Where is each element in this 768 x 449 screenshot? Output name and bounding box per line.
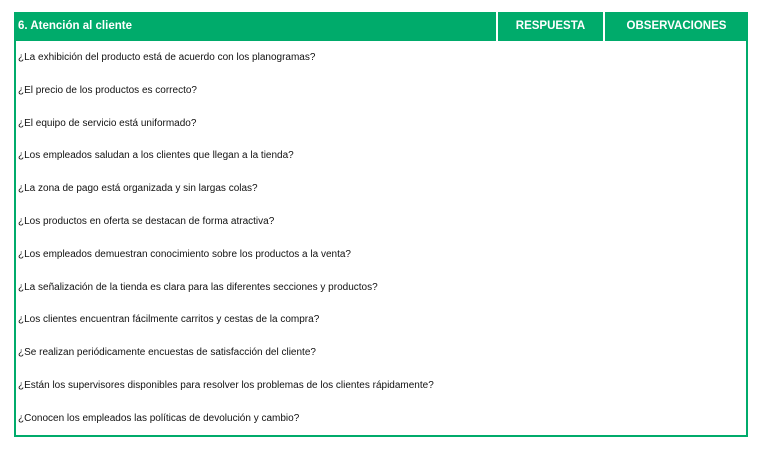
- section-title: 6. Atención al cliente: [14, 12, 498, 41]
- question-row: ¿Conocen los empleados las políticas de devolución y cambio?: [18, 412, 300, 424]
- questions-table: [14, 41, 748, 437]
- question-row: ¿Los empleados demuestran conocimiento sobre los productos a la venta?: [18, 248, 351, 260]
- question-row: ¿Los clientes encuentran fácilmente carritos y cestas de la compra?: [18, 314, 320, 326]
- question-row: ¿Se realizan periódicamente encuestas de satisfacción del cliente?: [18, 347, 316, 359]
- respuesta-header: RESPUESTA: [498, 12, 605, 41]
- question-row: ¿Los productos en oferta se destacan de forma atractiva?: [18, 216, 275, 227]
- question-row: ¿La zona de pago está organizada y sin largas colas?: [18, 183, 258, 195]
- question-row: ¿La exhibición del producto está de acuerdo con los planogramas?: [18, 52, 316, 63]
- question-row: ¿Están los supervisores disponibles para resolver los problemas de los clientes rápidamente?: [18, 380, 434, 391]
- question-row: ¿Los empleados saludan a los clientes que llegan a la tienda?: [18, 150, 294, 162]
- question-row: ¿El equipo de servicio está uniformado?: [18, 117, 197, 129]
- observaciones-header: OBSERVACIONES: [626, 20, 727, 32]
- question-row: ¿El precio de los productos es correcto?: [18, 84, 197, 96]
- question-row: ¿La señalización de la tienda es clara para las diferentes secciones y productos?: [18, 281, 378, 293]
- table-header: [14, 12, 748, 41]
